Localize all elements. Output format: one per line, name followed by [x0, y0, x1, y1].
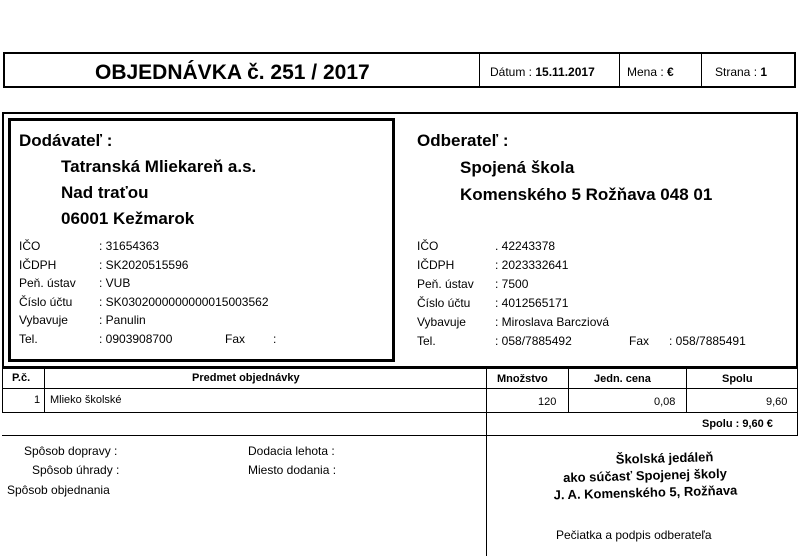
header-box — [3, 52, 796, 88]
customer-fields — [417, 237, 746, 351]
supplier-row-tel: Tel. : 0903908700 Fax : — [19, 331, 277, 346]
customer-heading: Odberateľ : — [417, 131, 509, 150]
grand-total — [702, 418, 773, 430]
payment-label: Spôsob úhrady : — [32, 463, 120, 477]
supplier-street: Nad traťou — [61, 183, 149, 202]
currency-field — [627, 65, 674, 79]
school-stamp — [524, 447, 765, 504]
items-table — [2, 368, 798, 436]
date-value: 15.11.2017 — [535, 65, 595, 79]
transport-label: Spôsob dopravy : — [24, 444, 118, 458]
currency-value: € — [667, 65, 674, 79]
supplier-row-contact: Vybavuje : Panulin — [19, 313, 146, 327]
customer-row-contact: Vybavuje : Miroslava Barcziová — [417, 315, 610, 329]
col-header-price: Jedn. cena — [594, 373, 651, 385]
customer-row-ico: IČO . 42243378 — [417, 239, 556, 253]
col-header-qty: Množstvo — [497, 373, 548, 385]
delivery-time-label: Dodacia lehota : — [248, 444, 335, 458]
stamp-line-3: J. A. Komenského 5, Rožňava — [553, 482, 738, 503]
grand-total-label: Spolu : — [702, 418, 740, 430]
supplier-heading: Dodávateľ : — [19, 131, 113, 150]
col-header-no: P.č. — [12, 372, 31, 384]
supplier-name: Tatranská Mliekareň a.s. — [61, 157, 257, 176]
stamp-line-2: ako súčasť Spojenej školy — [562, 465, 728, 486]
customer-row-icdph: IČDPH : 2023332641 — [417, 258, 569, 272]
stamp-line-1: Školská jedáleň — [615, 449, 714, 467]
date-label: Dátum : — [490, 65, 533, 79]
customer-row-account: Číslo účtu : 4012565171 — [417, 296, 569, 310]
footer — [0, 436, 800, 556]
delivery-place-label: Miesto dodania : — [248, 463, 337, 477]
supplier-row-icdph: IČDPH : SK2020515596 — [19, 257, 189, 272]
date-field — [490, 65, 595, 79]
customer-row-tel: Tel. : 058/7885492 Fax : 058/7885491 — [417, 334, 746, 348]
row-total: 9,60 — [766, 396, 788, 408]
supplier-row-bank: Peň. ústav : VUB — [19, 276, 131, 290]
order-title: OBJEDNÁVKA č. 251 / 2017 — [95, 61, 370, 84]
col-header-total: Spolu — [722, 373, 753, 385]
customer-name: Spojená škola — [460, 158, 575, 177]
row-price: 0,08 — [654, 396, 676, 408]
supplier-row-ico: IČO : 31654363 — [19, 239, 160, 253]
supplier-row-account: Číslo účtu : SK0302000000000015003562 — [19, 294, 269, 309]
col-header-item: Predmet objednávky — [192, 372, 300, 384]
row-item: Mlieko školské — [50, 394, 122, 406]
signature-label: Pečiatka a podpis odberateľa — [556, 528, 712, 542]
page-label: Strana : — [715, 65, 758, 79]
row-qty: 120 — [538, 396, 557, 408]
supplier-box — [8, 118, 395, 362]
customer-row-bank: Peň. ústav : 7500 — [417, 277, 529, 291]
customer-address: Komenského 5 Rožňava 048 01 — [460, 185, 713, 204]
grand-total-value: 9,60 € — [742, 418, 773, 430]
currency-label: Mena : — [627, 65, 664, 79]
page-field — [715, 65, 767, 79]
page-value: 1 — [760, 65, 768, 79]
ordering-label: Spôsob objednania — [7, 483, 110, 497]
supplier-city: 06001 Kežmarok — [61, 209, 195, 228]
supplier-fields — [19, 237, 276, 348]
customer-box — [402, 118, 792, 362]
row-no: 1 — [34, 394, 41, 406]
